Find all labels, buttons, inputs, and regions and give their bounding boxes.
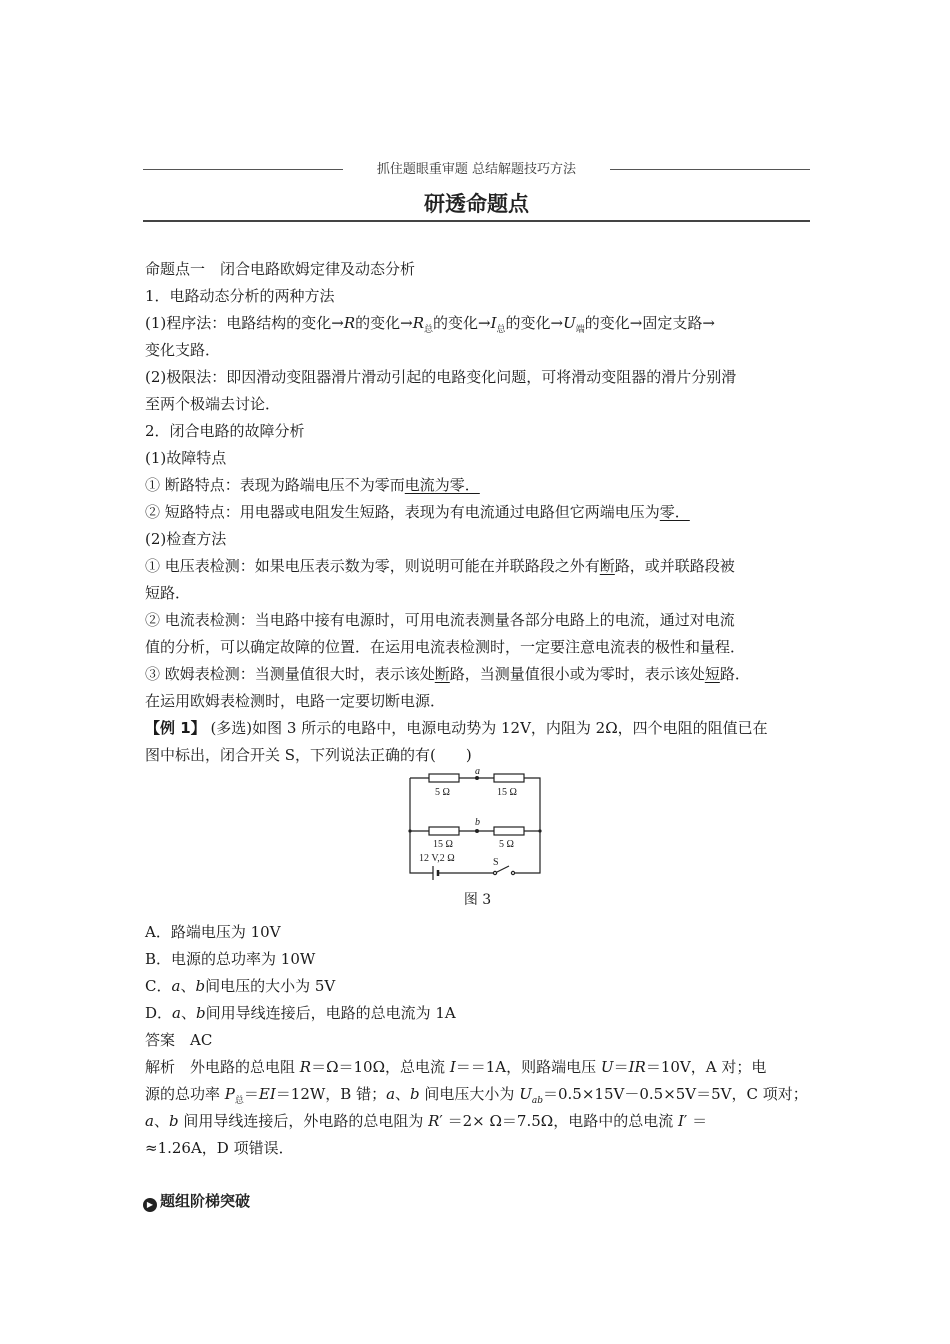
ammeter-check-cont: 值的分析，可以确定故障的位置．在运用电流表检测时，一定要注意电流表的极性和量程．	[145, 638, 746, 656]
switch-contact-right	[511, 871, 514, 874]
title-divider	[143, 220, 810, 222]
answer: 答案 AC	[145, 1031, 213, 1049]
label-mid-right-r: 5 Ω	[499, 839, 514, 850]
node-b-dot	[475, 829, 479, 833]
option-b: B．电源的总功率为 10W	[145, 950, 316, 968]
ohmmeter-check-cont: 在运用欧姆表检测时，电路一定要切断电源．	[145, 692, 446, 710]
main-content	[145, 256, 810, 1162]
option-d: D．a、b间用导线连接后，电路的总电流为 1A	[145, 1004, 456, 1022]
ammeter-check: ② 电流表检测：当电路中接有电源时，可用电流表测量各部分电路上的电流，通过对电流	[145, 611, 735, 629]
resistor-mid-right	[494, 827, 524, 835]
play-circle-icon: ▶	[143, 1198, 157, 1212]
topic-heading: 命题点一 闭合电路欧姆定律及动态分析	[145, 260, 416, 278]
label-top-left-r: 5 Ω	[435, 787, 450, 798]
check-method-heading: (2)检查方法	[145, 530, 227, 548]
analysis-line-2: 源的总功率 $P_总=EI=12W$，B 错；a、b 间电压大小为 $U_{ab}=0.5\times 15V-0.5\times 5V=5V$，C 项对；	[145, 1085, 808, 1106]
example-question-cont: 图中标出，闭合开关 S，下列说法正确的有( )	[145, 746, 472, 764]
resistor-top-left	[429, 774, 459, 782]
method1-cont: 变化支路．	[145, 341, 221, 359]
label-node-a: a	[475, 766, 480, 777]
analysis-line-3: a、b 间用导线连接后，外电路的总电阻为 R′ ＝2× Ω＝7.5Ω，电路中的总电流 I′ ＝	[145, 1112, 708, 1130]
voltmeter-check-cont: 短路．	[145, 584, 191, 602]
switch-contact-left	[493, 871, 496, 874]
example-question: 【例 1】 (多选)如图 3 所示的电路中，电源电动势为 12V，内阻为 2Ω，四个电阻的阻值已在	[145, 719, 768, 737]
circuit-figure	[145, 766, 810, 919]
header-banner	[143, 158, 810, 182]
junction-left	[408, 829, 411, 832]
label-top-right-r: 15 Ω	[497, 787, 517, 798]
resistor-mid-left	[429, 827, 459, 835]
circuit-diagram	[405, 766, 545, 883]
open-circuit-feature: ① 断路特点：表现为路端电压不为零而电流为零．	[145, 476, 480, 494]
label-mid-left-r: 15 Ω	[433, 839, 453, 850]
label-switch: S	[493, 857, 499, 868]
page-title: 研透命题点	[424, 192, 529, 216]
label-battery: 12 V,2 Ω	[419, 853, 455, 864]
section2-title: 2．闭合电路的故障分析	[145, 422, 305, 440]
option-a: A．路端电压为 10V	[145, 923, 281, 941]
figure-caption: 图 3	[463, 892, 492, 908]
fault-features-heading: (1)故障特点	[145, 449, 227, 467]
voltmeter-check: ① 电压表检测：如果电压表示数为零，则说明可能在并联路段之外有断路，或并联路段被	[145, 557, 735, 575]
option-c: C．a、b间电压的大小为 5V	[145, 977, 336, 995]
method2-cont: 至两个极端去讨论．	[145, 395, 281, 413]
short-circuit-feature: ② 短路特点：用电器或电阻发生短路，表现为有电流通过电路但它两端电压为零．	[145, 503, 690, 521]
label-node-b: b	[475, 817, 480, 828]
banner-subtitle: 抓住题眼重审题 总结解题技巧方法	[143, 158, 810, 177]
analysis-line-1: 解析 外电路的总电阻 R＝Ω＝10Ω，总电流 I＝＝1A，则路端电压 U＝IR＝10V，A 对；电	[145, 1058, 767, 1076]
resistor-top-right	[494, 774, 524, 782]
method1: (1)程序法：电路结构的变化→R的变化$\to R_总$的变化$\to I_总$的变化$\to U_端$的变化→固定支路→	[145, 314, 715, 335]
section-heading: ▶ 题组阶梯突破	[143, 1190, 250, 1212]
method2: (2)极限法：即因滑动变阻器滑片滑动引起的电路变化问题，可将滑动变阻器的滑片分别滑	[145, 368, 737, 386]
ohmmeter-check: ③ 欧姆表检测：当测量值很大时，表示该处断路，当测量值很小或为零时，表示该处短路．	[145, 665, 750, 683]
analysis-line-4: ≈1.26A，D 项错误．	[145, 1139, 294, 1157]
section1-title: 1．电路动态分析的两种方法	[145, 287, 335, 305]
junction-right	[538, 829, 541, 832]
